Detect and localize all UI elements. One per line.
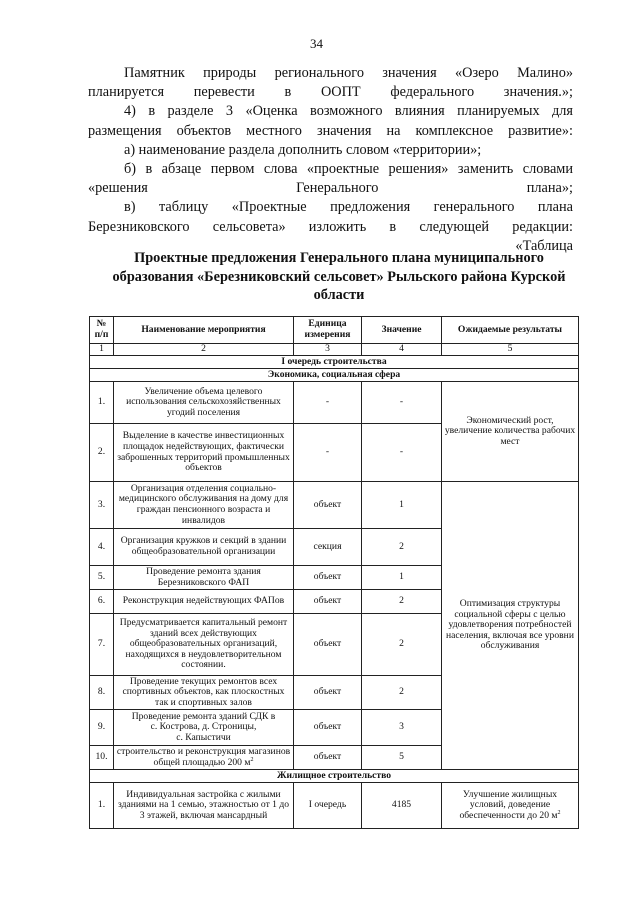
- row-number: 6.: [90, 590, 114, 614]
- row-value: 3: [362, 710, 442, 746]
- row-name: Предусматривается капитальный ремонт зданий всех действующих общеобразовательных организаций, находящихся в неудовлетворительном состоянии.: [114, 614, 294, 676]
- row-value: 2: [362, 590, 442, 614]
- proposals-table: [89, 316, 579, 829]
- row-value: 2: [362, 676, 442, 710]
- row-value: 2: [362, 614, 442, 676]
- row-value: 5: [362, 746, 442, 770]
- row-number: 7.: [90, 614, 114, 676]
- row-name-text: строительство и реконструкция магазинов общей площадью 200 м: [116, 745, 291, 768]
- row-value: 4185: [362, 783, 442, 829]
- row-unit: -: [294, 424, 362, 482]
- row-name: Выделение в качестве инвестиционных площадок недействующих, фактически заброшенных территорий промышленных объектов: [114, 424, 294, 482]
- table-row: [90, 482, 579, 529]
- row-number: 9.: [90, 710, 114, 746]
- row-name: [114, 746, 294, 770]
- row-unit: объект: [294, 710, 362, 746]
- row-name-line: с. Капыстичи: [176, 731, 231, 743]
- result-social: Оптимизация структуры социальной сферы с целью удовлетворения потребностей населения, включая все уровни обслуживания: [442, 482, 579, 770]
- row-number: 3.: [90, 482, 114, 529]
- row-name-line: Проведение ремонта зданий СДК в: [131, 710, 276, 722]
- table-title: Проектные предложения Генерального плана муниципального образования «Березниковский сельсовет» Рыльского района Курской области: [112, 250, 566, 303]
- page-number: 34: [310, 36, 323, 51]
- col-number: 4: [362, 344, 442, 356]
- row-number: 8.: [90, 676, 114, 710]
- stage-label: I очередь строительства: [90, 356, 579, 369]
- header-name: Наименование мероприятия: [114, 317, 294, 344]
- row-number: 10.: [90, 746, 114, 770]
- row-unit: объект: [294, 676, 362, 710]
- row-number: 5.: [90, 566, 114, 590]
- row-number: 1.: [90, 783, 114, 829]
- superscript: 2: [250, 756, 254, 763]
- table-row: [90, 382, 579, 424]
- row-name: Реконструкция недействующих ФАПов: [114, 590, 294, 614]
- header-value: Значение: [362, 317, 442, 344]
- body-text: [88, 64, 573, 256]
- result-text: Улучшение жилищных условий, доведение обеспеченности до 20 м: [459, 788, 558, 821]
- row-name: Проведение ремонта здания Березниковского ФАП: [114, 566, 294, 590]
- row-value: 1: [362, 566, 442, 590]
- col-number: 5: [442, 344, 579, 356]
- paragraph-2: 4) в разделе 3 «Оценка возможного влияния планируемых для размещения объектов местного значения на комплексное развитие»:: [88, 103, 573, 139]
- row-unit: I очередь: [294, 783, 362, 829]
- row-name: [114, 710, 294, 746]
- col-number: 3: [294, 344, 362, 356]
- result-economic: Экономический рост, увеличение количества рабочих мест: [442, 382, 579, 482]
- table-header-row: [90, 317, 579, 344]
- table-caption: «Таблица: [515, 237, 573, 254]
- row-unit: объект: [294, 566, 362, 590]
- paragraph-3: а) наименование раздела дополнить словом «территории»;: [124, 141, 482, 158]
- row-name-line: с. Кострова, д. Строницы,: [150, 721, 257, 733]
- row-name: Организация отделения социально-медицинского обслуживания на дому для граждан пенсионного возраста и инвалидов: [114, 482, 294, 529]
- col-number: 1: [90, 344, 114, 356]
- row-number: 1.: [90, 382, 114, 424]
- row-unit: объект: [294, 590, 362, 614]
- row-number: 2.: [90, 424, 114, 482]
- row-name: Индивидуальная застройка с жилыми зданиями на 1 семью, этажностью от 1 до 3 этажей, включая мансардный: [114, 783, 294, 829]
- row-value: -: [362, 382, 442, 424]
- header-number: № п/п: [90, 317, 114, 344]
- paragraph-4: б) в абзаце первом слова «проектные решения» заменить словами «решения Генерального плана»;: [88, 161, 573, 197]
- section-economy: Экономика, социальная сфера: [90, 369, 579, 382]
- row-unit: объект: [294, 614, 362, 676]
- section-housing: Жилищное строительство: [90, 770, 579, 783]
- column-numbers-row: [90, 344, 579, 356]
- header-results: Ожидаемые результаты: [442, 317, 579, 344]
- row-unit: -: [294, 382, 362, 424]
- paragraph-1: Памятник природы регионального значения «Озеро Малино» планируется перевести в ООПТ федерального значения.»;: [88, 65, 573, 101]
- row-name: Проведение текущих ремонтов всех спортивных объектов, как плоскостных так и спортивных залов: [114, 676, 294, 710]
- row-value: 1: [362, 482, 442, 529]
- section-row: [90, 369, 579, 382]
- row-unit: секция: [294, 529, 362, 566]
- paragraph-5: в) таблицу «Проектные предложения генерального плана Березниковского сельсовета» изложить в следующей редакции:: [88, 199, 573, 235]
- row-unit: объект: [294, 746, 362, 770]
- row-name: Организация кружков и секций в здании общеобразовательной организации: [114, 529, 294, 566]
- row-unit: объект: [294, 482, 362, 529]
- stage-row: [90, 356, 579, 369]
- row-name: Увеличение объема целевого использования сельскохозяйственных угодий поселения: [114, 382, 294, 424]
- row-value: -: [362, 424, 442, 482]
- table-row: [90, 783, 579, 829]
- row-value: 2: [362, 529, 442, 566]
- superscript: 2: [557, 809, 561, 816]
- row-number: 4.: [90, 529, 114, 566]
- header-unit: Единица измерения: [294, 317, 362, 344]
- col-number: 2: [114, 344, 294, 356]
- result-housing: [442, 783, 579, 829]
- section-row: [90, 770, 579, 783]
